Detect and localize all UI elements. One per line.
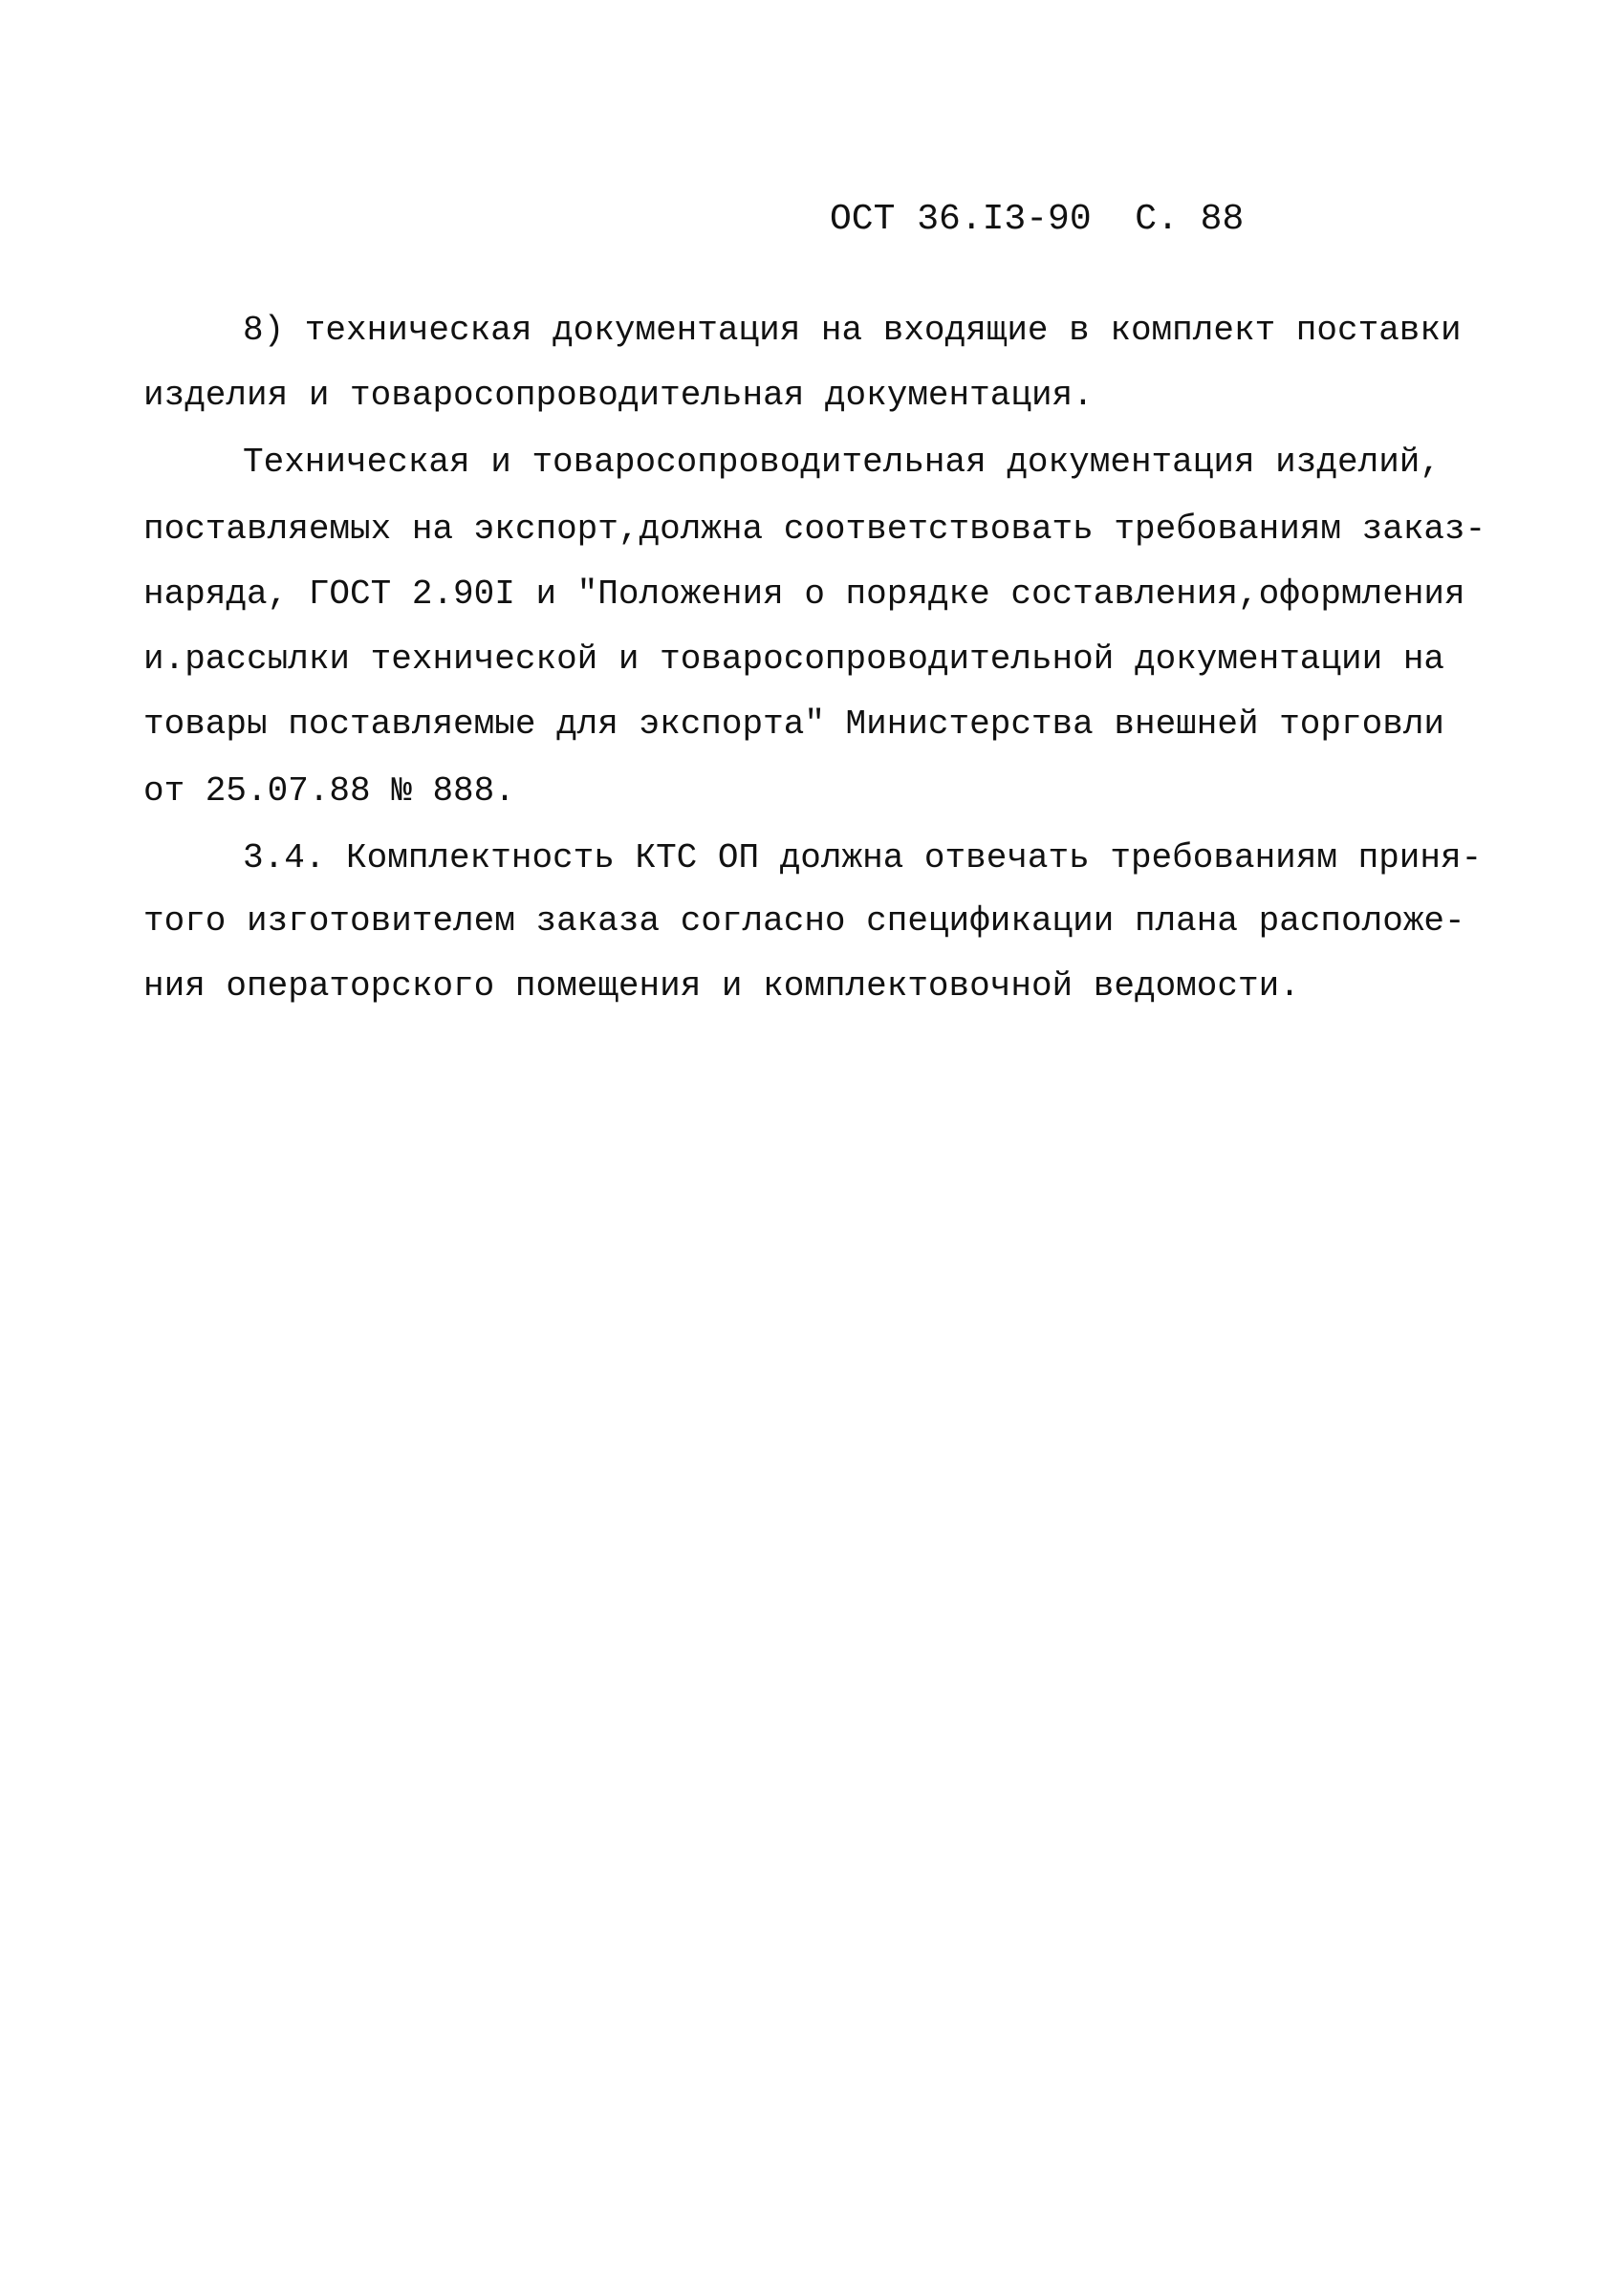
- text-line: того изготовителем заказа согласно спецификации плана расположе-: [143, 901, 1465, 941]
- text-line: 8) техническая документация на входящие в комплект поставки: [243, 311, 1462, 350]
- page-number: С. 88: [1135, 199, 1245, 240]
- text-line: поставляемых на экспорт,должна соответствовать требованиям заказ-: [143, 509, 1486, 549]
- document-designation: ОСТ 36.I3-90: [830, 199, 1092, 240]
- text-line: от 25.07.88 № 888.: [143, 771, 515, 811]
- text-line: товары поставляемые для экспорта" Министерства внешней торговли: [143, 704, 1445, 744]
- text-line: изделия и товаросопроводительная документация.: [143, 376, 1094, 415]
- page-header: [830, 199, 1244, 240]
- text-line: 3.4. Комплектность КТС ОП должна отвечать требованиям приня-: [243, 838, 1483, 877]
- text-line: ния операторского помещения и комплектовочной ведомости.: [143, 966, 1300, 1006]
- text-line: наряда, ГОСТ 2.90I и "Положения о порядке составления,оформления: [143, 574, 1465, 614]
- text-line: Техническая и товаросопроводительная документация изделий,: [243, 443, 1442, 482]
- text-line: и.рассылки технической и товаросопроводительной документации на: [143, 639, 1445, 679]
